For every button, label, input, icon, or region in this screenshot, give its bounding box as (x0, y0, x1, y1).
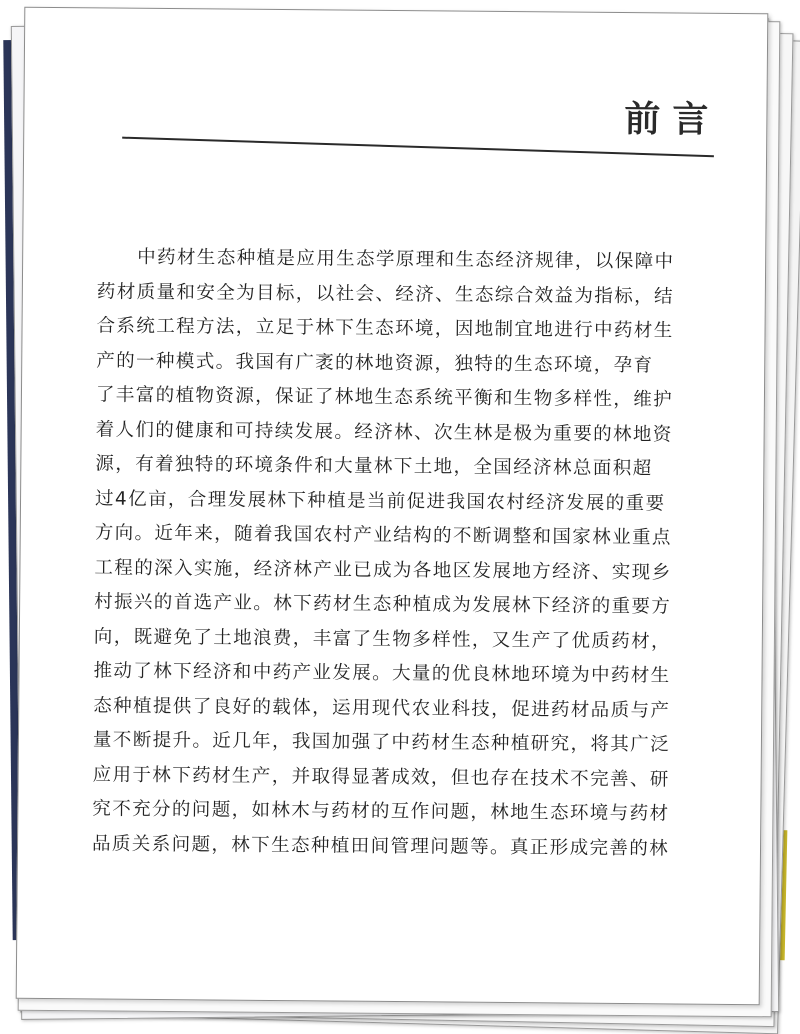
text-line: 工程的深入实施，经济林产业已成为各地区发展地方经济、实现乡 (94, 556, 672, 583)
text-line: 方向。近年来，随着我国农村产业结构的不断调整和国家林业重点 (94, 522, 672, 549)
text-line: 究不充分的问题，如林木与药材的互作问题，林地生态环境与药材 (92, 798, 670, 825)
text-line: 推动了林下经济和中药产业发展。大量的优良林地环境为中药材生 (93, 660, 671, 687)
text-line: 过4亿亩，合理发展林下种植是当前促进我国农村经济发展的重要 (94, 487, 666, 514)
text-line: 着人们的健康和可持续发展。经济林、次生林是极为重要的林地资 (95, 418, 673, 445)
text-line: 合系统工程方法，立足于林下生态环境，因地制宜地进行中药材生 (96, 315, 674, 342)
text-line: 村振兴的首选产业。林下药材生态种植成为发展林下经济的重要方 (94, 591, 672, 618)
text-line: 向，既避免了土地浪费，丰富了生物多样性，又生产了优质药材， (93, 625, 672, 652)
text-line: 药材质量和安全为目标，以社会、经济、生态综合效益为指标，结 (96, 280, 675, 307)
text-line: 中药材生态种植是应用生态学原理和生态经济规律，以保障中 (137, 246, 675, 273)
preface-body (92, 240, 697, 866)
text-line: 应用于林下药材生产，并取得显著成效，但也存在技术不完善、研 (92, 763, 670, 790)
text-line: 量不断提升。近几年，我国加强了中药材生态种植研究，将其广泛 (92, 729, 671, 756)
document-page (16, 7, 769, 1005)
text-line: 品质关系问题，林下生态种植田间管理问题等。真正形成完善的林 (91, 832, 670, 859)
page-title: 前言 (624, 99, 721, 141)
text-line: 产的一种模式。我国有广袤的林地资源，独特的生态环境，孕育 (96, 349, 654, 376)
text-line: 了丰富的植物资源，保证了林地生态系统平衡和生物多样性，维护 (95, 384, 674, 411)
text-line: 态种植提供了良好的载体，运用现代农业科技，促进药材品质与产 (93, 694, 671, 721)
text-line: 源，有着独特的环境条件和大量林下土地，全国经济林总面积超 (95, 453, 653, 480)
